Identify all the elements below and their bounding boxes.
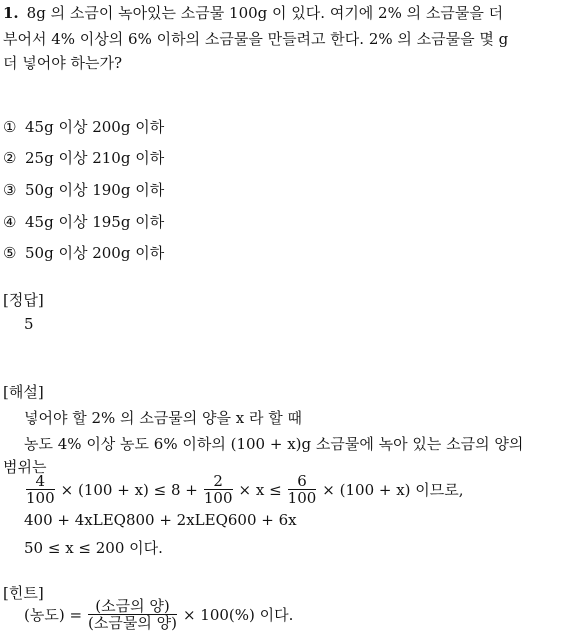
choice-text: 45g 이상 200g 이하 xyxy=(25,118,165,136)
fraction-denominator: 100 xyxy=(26,489,55,507)
inequality-line xyxy=(24,473,468,506)
fraction-2-over-100 xyxy=(204,473,233,506)
explanation-line-2: 농도 4% 이상 농도 6% 이하의 (100 + x)g 소금물에 녹아 있는 소금의 양의 xyxy=(24,435,524,453)
question-line-2: 부어서 4% 이상의 6% 이하의 소금물을 만들려고 한다. 2% 의 소금물을 몇 g xyxy=(3,30,509,48)
fraction-numerator: 6 xyxy=(288,473,317,490)
question-number: 1. xyxy=(3,4,19,22)
fraction-numerator: 4 xyxy=(26,473,55,490)
choice-number: ① xyxy=(3,118,17,136)
fraction-denominator: 100 xyxy=(203,489,233,507)
choice-text: 25g 이상 210g 이하 xyxy=(25,149,165,167)
inequality-part-2: × x ≤ xyxy=(238,480,282,499)
choice-number: ③ xyxy=(3,181,17,199)
answer-value: 5 xyxy=(24,315,34,333)
choice-1[interactable] xyxy=(3,116,164,137)
question-line-3: 더 넣어야 하는가? xyxy=(3,54,123,72)
choice-2[interactable] xyxy=(3,147,164,168)
choice-number: ⑤ xyxy=(3,244,17,262)
question-text-1: 8g 의 소금이 녹아있는 소금물 100g 이 있다. 여기에 2% 의 소금물을 더 xyxy=(26,4,504,22)
answer-label: [정답] xyxy=(3,291,44,309)
explanation-line-5: 400 + 4xLEQ800 + 2xLEQ600 + 6x xyxy=(24,511,297,529)
hint-lhs: (농도) = xyxy=(24,606,83,624)
hint-rhs: × 100(%) 이다. xyxy=(182,606,294,624)
hint-formula xyxy=(24,598,293,631)
explanation-line-6: 50 ≤ x ≤ 200 이다. xyxy=(24,539,163,557)
choice-5[interactable] xyxy=(3,242,164,263)
choice-3[interactable] xyxy=(3,179,164,200)
hint-fraction xyxy=(88,598,177,631)
fraction-numerator: 2 xyxy=(204,473,233,490)
choice-number: ② xyxy=(3,149,17,167)
explanation-line-1: 넣어야 할 2% 의 소금물의 양을 x 라 할 때 xyxy=(24,409,303,427)
fraction-6-over-100 xyxy=(288,473,317,506)
fraction-denominator: (소금물의 양) xyxy=(88,614,177,632)
fraction-denominator: 100 xyxy=(287,489,317,507)
inequality-part-3: × (100 + x) 이므로, xyxy=(322,481,464,499)
choice-number: ④ xyxy=(3,213,17,231)
explanation-label: [해설] xyxy=(3,383,44,401)
inequality-part-1: × (100 + x) ≤ 8 + xyxy=(60,480,198,499)
fraction-4-over-100 xyxy=(26,473,55,506)
explanation-line-3: 범위는 xyxy=(3,458,47,476)
choice-text: 45g 이상 195g 이하 xyxy=(25,213,165,231)
choice-text: 50g 이상 190g 이하 xyxy=(25,181,165,199)
hint-label: [힌트] xyxy=(3,584,44,602)
fraction-numerator: (소금의 양) xyxy=(88,598,177,615)
question-line-1 xyxy=(3,2,503,23)
choice-4[interactable] xyxy=(3,211,164,232)
choice-text: 50g 이상 200g 이하 xyxy=(25,244,165,262)
